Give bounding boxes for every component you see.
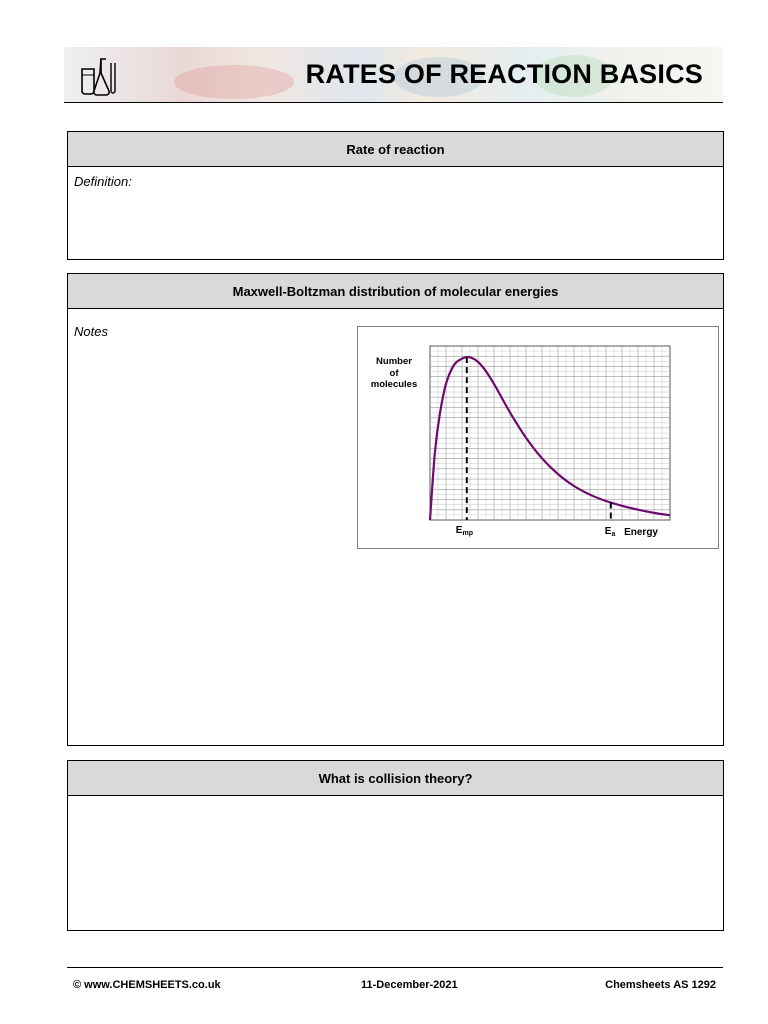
definition-label: Definition: xyxy=(74,174,132,189)
maxwell-boltzman-chart xyxy=(357,326,719,549)
ea-label-main: E xyxy=(604,526,612,537)
rate-of-reaction-heading: Rate of reaction xyxy=(68,132,723,167)
notes-label: Notes xyxy=(74,324,108,339)
maxwell-boltzman-box xyxy=(67,273,724,746)
x-axis-label: Energy xyxy=(624,527,658,538)
emp-label-sub: mp xyxy=(462,530,473,537)
footer-divider xyxy=(67,967,723,968)
rate-of-reaction-box xyxy=(67,131,724,260)
y-axis-label-line-1: Number xyxy=(376,356,412,367)
page-title: RATES OF REACTION BASICS xyxy=(305,59,703,89)
glassware-icon xyxy=(76,55,120,99)
page-header xyxy=(64,47,723,103)
chart-svg xyxy=(358,327,718,548)
maxwell-boltzman-heading: Maxwell-Boltzman distribution of molecular energies xyxy=(68,274,723,309)
footer-copyright: © www.CHEMSHEETS.co.uk xyxy=(73,979,221,991)
header-background-blur xyxy=(174,65,294,99)
ea-label-sub: a xyxy=(611,531,616,538)
y-axis-label-line-2: of xyxy=(389,368,399,379)
y-axis-label-line-3: molecules xyxy=(370,379,418,390)
emp-label xyxy=(456,525,473,537)
emp-label-main: E xyxy=(455,525,463,536)
collision-theory-box xyxy=(67,760,724,931)
footer-sheet-id: Chemsheets AS 1292 xyxy=(605,979,716,991)
footer-date: 11-December-2021 xyxy=(361,979,458,991)
ea-label xyxy=(605,526,616,538)
collision-theory-heading: What is collision theory? xyxy=(68,761,723,796)
